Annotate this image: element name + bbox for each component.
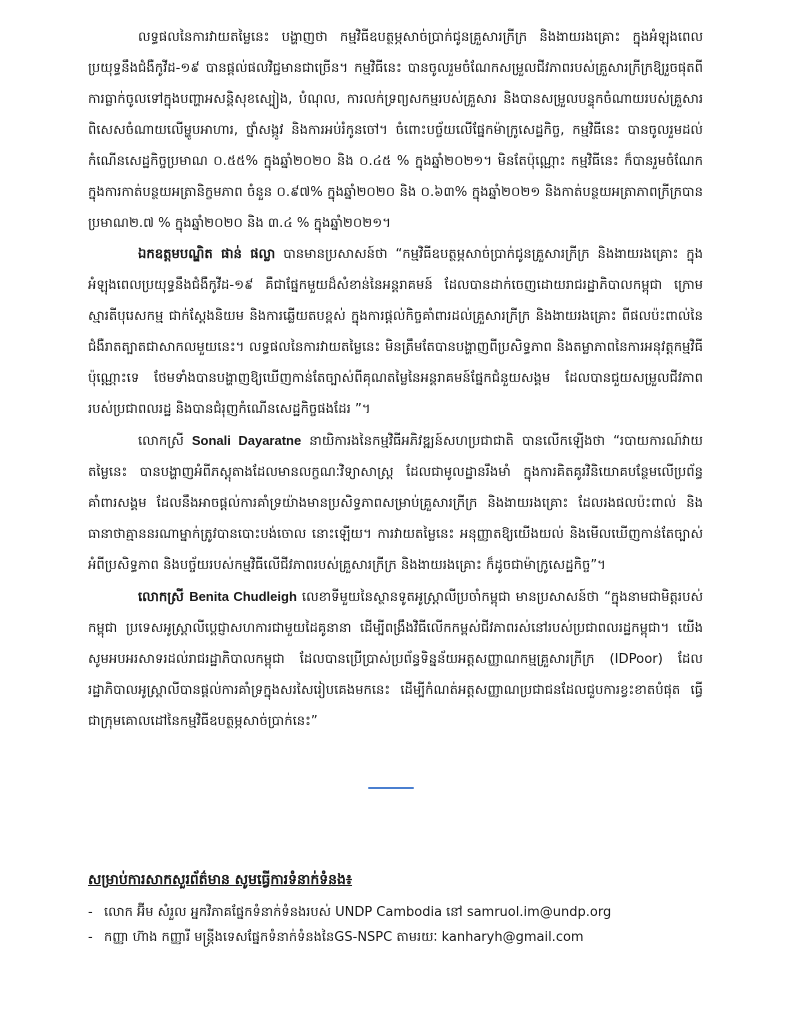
list-dash: - <box>88 905 93 920</box>
findings-text: លទ្ធផលនៃការវាយតម្លៃនេះ បង្ហាញថា កម្មវិធីឧបត្ថម្ភសាច់ប្រាក់ជូនគ្រួសារក្រីក្រ និងងាយរងគ្រោះ ក្នុងអំឡុងពេលប្រយុទ្ធនឹងជំងឺកូវីដ-១៩ បានផ្ដល់ផលវិជ្ជមានជាច្រើន។ កម្មវិធីនេះ បានចូលរួមចំណែកសម្រួលជីវភាពរបស់គ្រួសារក្រីក្រឱ្យរួចផុតពីការធ្លាក់ចូលទៅក្នុងបញ្ហាអសន្តិសុខស្បៀង, បំណុល, ការលក់ទ្រព្យសកម្មរបស់គ្រួសារ និងបានសម្រួលបន្ទុកចំណាយរបស់គ្រួសារ ពិសេសចំណាយលើម្ហូបអាហារ, ថ្នាំសង្កូវ និងការអប់រំកូនចៅ។ ចំពោះបច្ច័យលើផ្នែកម៉ាក្រូសេដ្ឋកិច្ច, កម្មវិធីនេះ បានចូលរួមដល់កំណើនសេដ្ឋកិច្ចប្រមាណ ០.៥៥% ក្នុងឆ្នាំ២០២០ និង ០.៤៥ % ក្នុងឆ្នាំ២០២១។ មិនតែប៉ុណ្ណោះ កម្មវិធីនេះ ក៏បានរួមចំណែកក្នុងការកាត់បន្ថយអត្រានិក្ខមភាព ចំនួន ០.៩៧% ក្នុងឆ្នាំ២០២០ និង ០.៦៣% ក្នុងឆ្នាំ២០២១ និងកាត់បន្ថយអត្រាភាពក្រីក្របានប្រមាណ២.៧ % ក្នុងឆ្នាំ២០២០ និង ៣.៤ % ក្នុងឆ្នាំ២០២១។ <box>88 30 703 231</box>
australia-speaker-title: លោកស្រី <box>138 590 190 605</box>
list-dash: - <box>88 930 93 945</box>
undp-quote-paragraph <box>88 425 703 581</box>
contact-list <box>88 900 728 950</box>
contact-item-text: លោក អ៊ីម សំរួល អ្នកវិភាគផ្នែកទំនាក់ទំនងរបស់ UNDP Cambodia នៅ samruol.im@undp.org <box>104 905 612 920</box>
official-quote-paragraph <box>88 239 703 425</box>
contact-heading: សម្រាប់ការសាកសួរព័ត៌មាន សូមធ្វើការទំនាក់ទំនង៖ <box>88 872 353 888</box>
australia-quote-paragraph <box>88 581 703 737</box>
official-name: ឯកឧត្តមបណ្ឌិត ផាន់ ផល្លា <box>138 247 276 262</box>
australia-speaker-name: Benita Chudleigh <box>189 589 297 604</box>
contact-item-gs-nspc <box>88 925 728 950</box>
undp-quote-text: នាយិការងនៃកម្មវិធីអភិវឌ្ឍន៍សហប្រជាជាតិ បានលើកឡើងថា “របាយការណ៍វាយតម្លៃនេះ បានបង្ហាញអំពីភស្តុតាងដែលមានលក្ខណៈវិទ្យាសាស្ត្រ ដែលជាមូលដ្ឋានរឹងមាំ ក្នុងការគិតគូរវិនិយោគបន្ថែមលើប្រព័ន្ធគាំពារសង្គម ដែលនឹងអាចផ្ដល់ការគាំទ្រយ៉ាងមានប្រសិទ្ធភាពសម្រាប់គ្រួសារក្រីក្រ និងងាយរងគ្រោះ ដែលរងផលប៉ះពាល់ និងធានាថាគ្មាននរណាម្នាក់ត្រូវបានបោះបង់ចោល នោះឡើយ។ ការវាយតម្លៃនេះ អនុញ្ញាតឱ្យយើងយល់ និងមើលឃើញកាន់តែច្បាស់អំពីប្រសិទ្ធភាព និងបច្ច័យរបស់កម្មវិធីលើជីវភាពរបស់គ្រួសារក្រីក្រ និងងាយរងគ្រោះ ក៏ដូចជាម៉ាក្រូសេដ្ឋកិច្ច”។ <box>88 434 703 573</box>
findings-paragraph <box>88 22 703 239</box>
contact-item-undp <box>88 900 728 925</box>
undp-speaker-title: លោកស្រី <box>138 434 192 449</box>
press-release-body <box>88 22 703 737</box>
official-quote-text: បានមានប្រសាសន៍ថា “កម្មវិធីឧបត្ថម្ភសាច់ប្រាក់ជូនគ្រួសារក្រីក្រ និងងាយរងគ្រោះ ក្នុងអំឡុងពេលប្រយុទ្ធនឹងជំងឺកូវីដ-១៩ គឺជាផ្នែកមួយដ៏សំខាន់នៃអន្តរាគមន៍ ដែលបានដាក់ចេញដោយរាជរដ្ឋាភិបាលកម្ពុជា ក្រោមស្មារតីបុរេសកម្ម ជាក់ស្ដែងនិយម និងការឆ្លើយតបខ្ពស់ ក្នុងការផ្ដល់កិច្ចគាំពារដល់គ្រួសារក្រីក្រ និងងាយរងគ្រោះ ពីផលប៉ះពាល់នៃជំងឺរាតត្បាតជាសាកលមួយនេះ។ លទ្ធផលនៃការវាយតម្លៃនេះ មិនត្រឹមតែបានបង្ហាញពីប្រសិទ្ធភាព និងតម្លាភាពនៃការអនុវត្តកម្មវិធីប៉ុណ្ណោះទេ ថែមទាំងបានបង្ហាញឱ្យឃើញកាន់តែច្បាស់ពីគុណតម្លៃនៃអន្តរាគមន៍ផ្នែកជំនួយសង្គម ដែលបានជួយសម្រួលជីវភាពរបស់ប្រជាពលរដ្ឋ និងបានជំរុញកំណើនសេដ្ឋកិច្ចផងដែរ ”។ <box>88 247 703 417</box>
undp-speaker-name: Sonali Dayaratne <box>191 433 302 448</box>
contact-section <box>88 866 728 950</box>
section-divider <box>368 787 414 789</box>
contact-item-text: កញ្ញា ហ៊ាង កញ្ញារី មន្ត្រីងទេសផ្នែកទំនាក់ទំនងនៃGS-NSPC តាមរយៈ kanharyh@gmail.com <box>104 930 584 945</box>
australia-quote-text: លេខាទីមួយនៃស្ថានទូតអូស្ត្រាលីប្រចាំកម្ពុជា មានប្រសាសន៍ថា “ក្នុងនាមជាមិត្តរបស់កម្ពុជា ប្រទេសអូស្ត្រាលីប្ដេជ្ញាសហការជាមួយដៃគូនានា ដើម្បីពង្រឹងវិធីលើកកម្ពស់ជីវភាពរស់នៅរបស់ប្រជាពលរដ្ឋកម្ពុជា។ យើងសូមអបអរសាទរដល់រាជរដ្ឋាភិបាលកម្ពុជា ដែលបានប្រើប្រាស់ប្រព័ន្ធទិន្នន័យអត្តសញ្ញាណកម្មគ្រួសារក្រីក្រ (IDPoor) ដែលរដ្ឋាភិបាលអូស្ត្រាលីបានផ្ដល់ការគាំទ្រក្នុងសរសៃរៀបគេងមកនេះ ដើម្បីកំណត់អត្តសញ្ញាណប្រជាជនដែលជួបការខ្វះខាតបំផុត ធ្វើជាក្រុមគោលដៅនៃកម្មវិធីឧបត្ថម្ភសាច់ប្រាក់នេះ” <box>88 590 704 729</box>
